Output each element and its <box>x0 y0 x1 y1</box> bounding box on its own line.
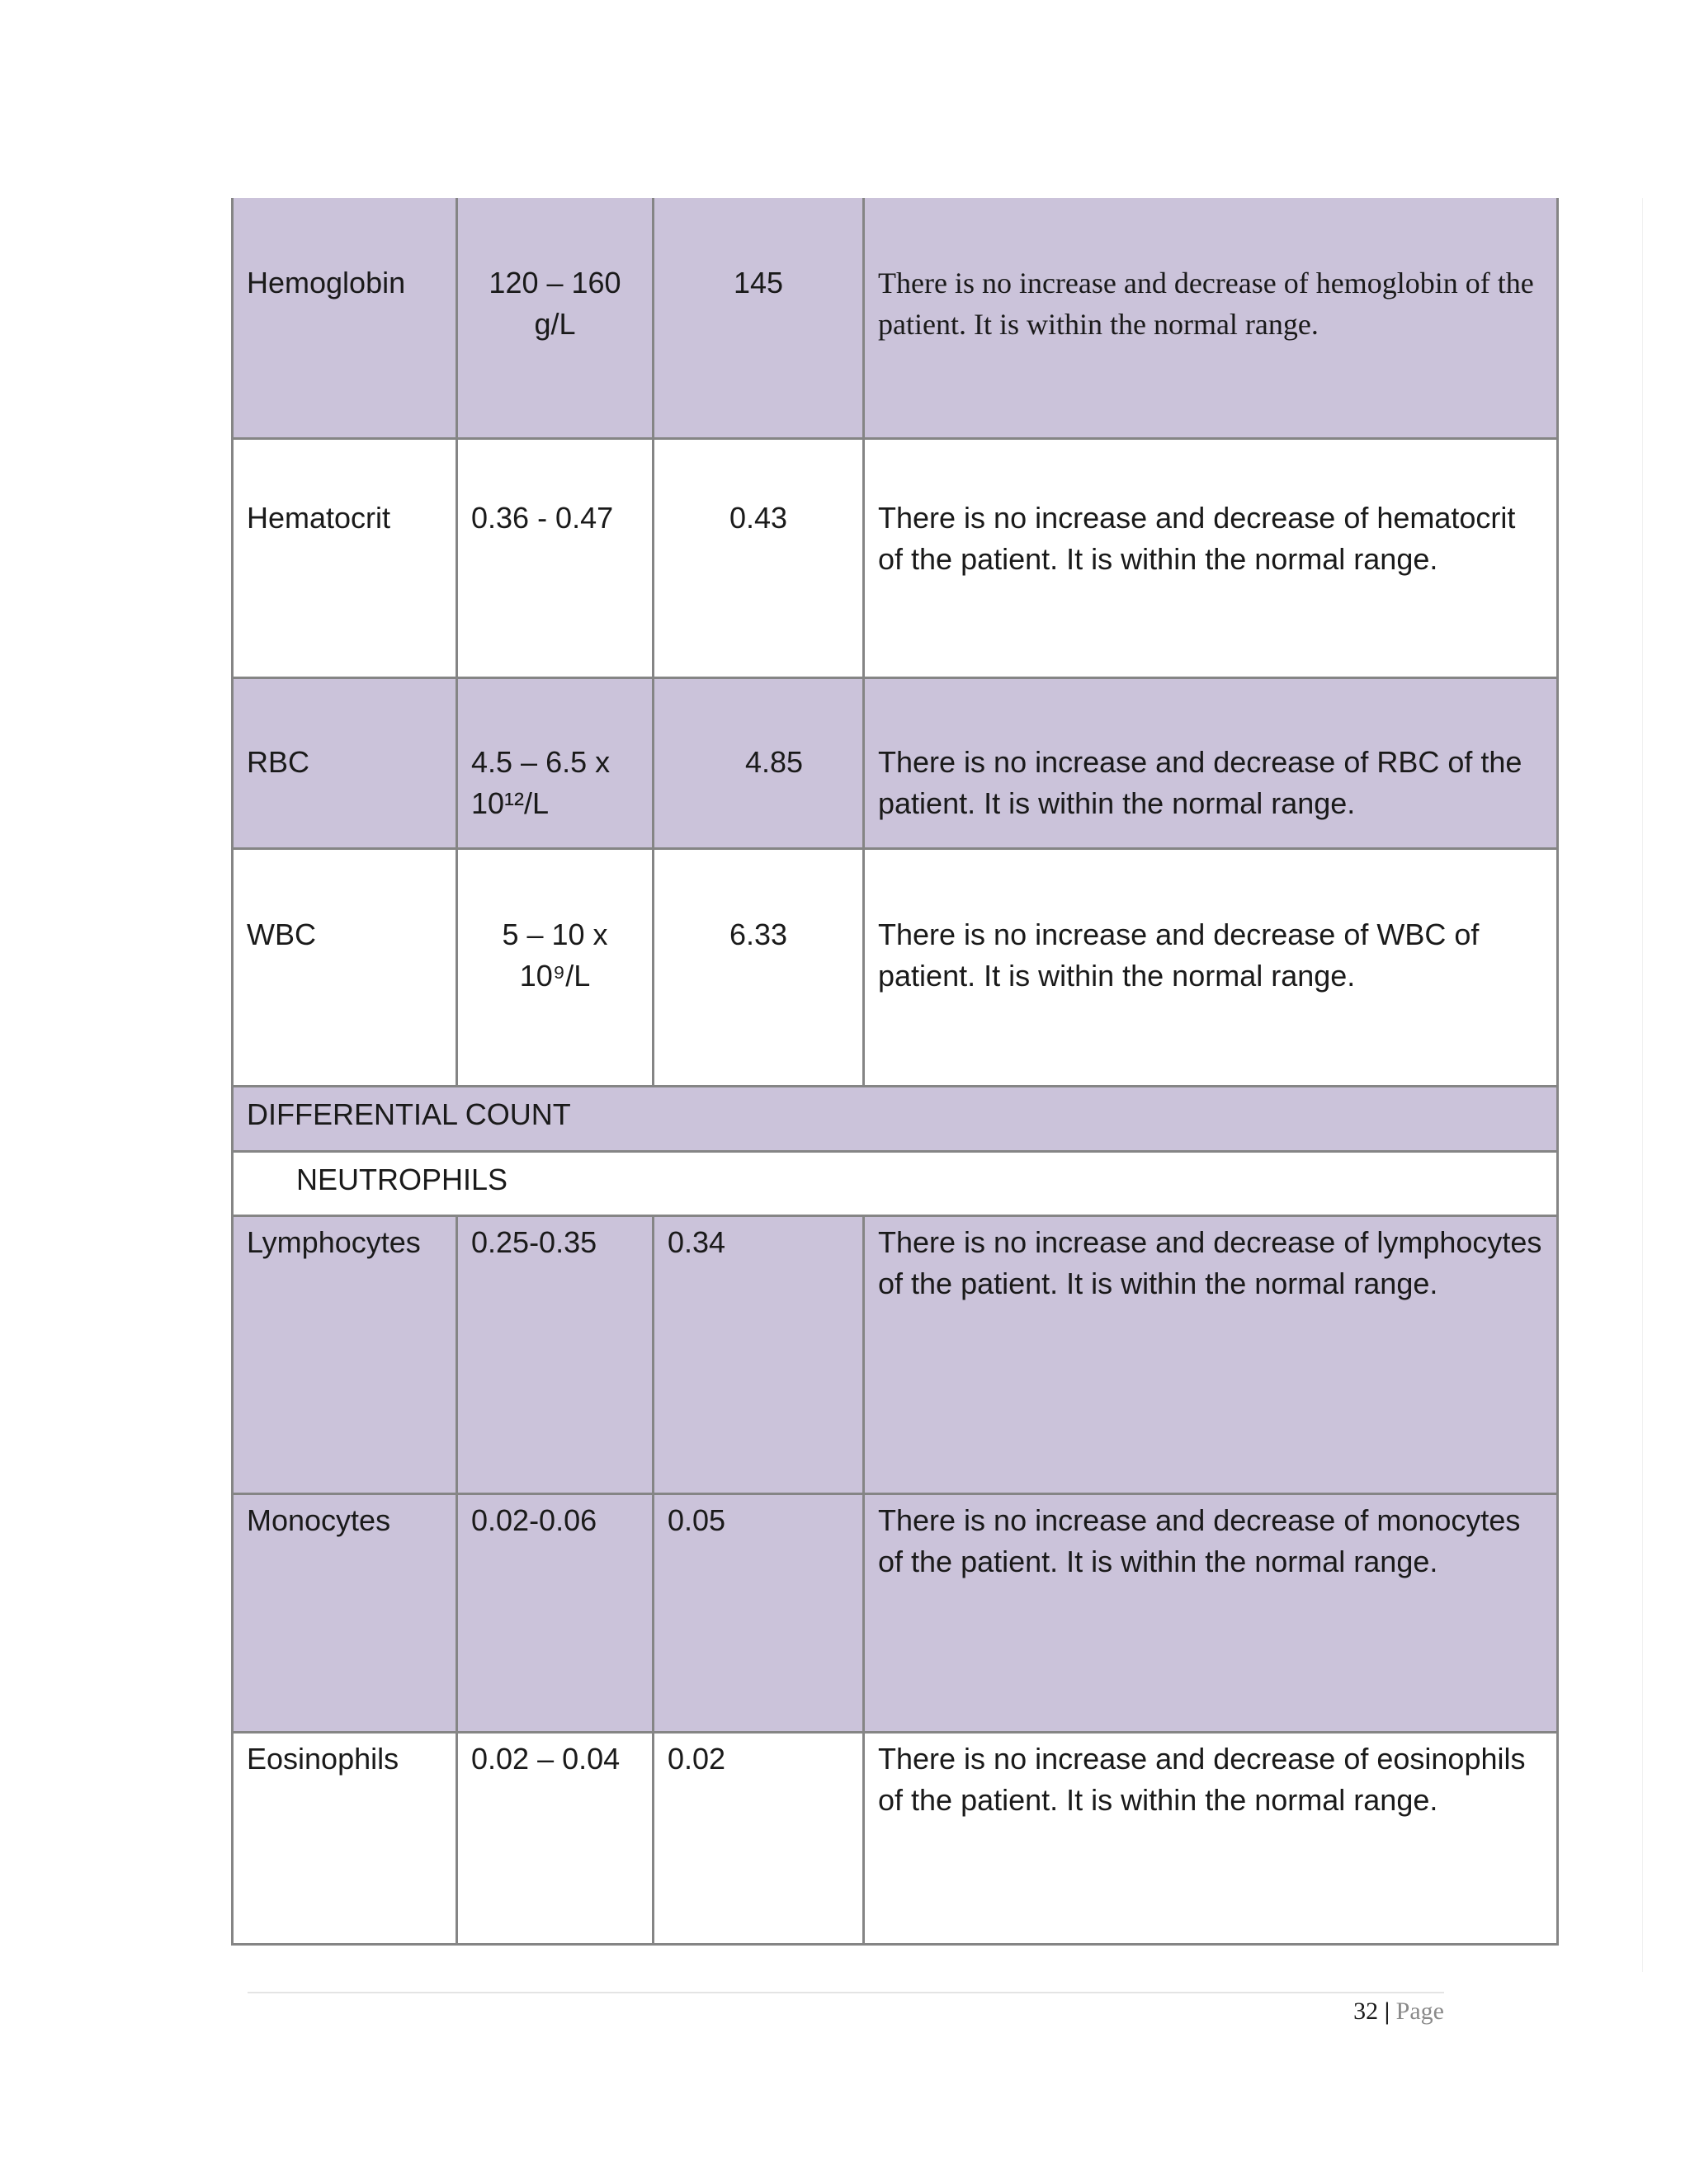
reference-range: 0.02 – 0.04 <box>457 1732 654 1944</box>
reference-range: 0.36 - 0.47 <box>457 438 654 677</box>
test-name: Hemoglobin <box>233 198 457 438</box>
table-row-eosinophils <box>233 1732 1558 1944</box>
interpretation: There is no increase and decrease of lymphocytes of the patient. It is within the normal range. <box>864 1215 1558 1493</box>
test-name: WBC <box>233 848 457 1086</box>
test-name: Eosinophils <box>233 1732 457 1944</box>
interpretation: There is no increase and decrease of hematocrit of the patient. It is within the normal range. <box>864 438 1558 677</box>
page-number: 32 <box>1353 1998 1379 2025</box>
interpretation: There is no increase and decrease of monocytes of the patient. It is within the normal range. <box>864 1493 1558 1732</box>
section-header-row <box>233 1086 1558 1151</box>
result-value: 145 <box>654 198 864 438</box>
result-value: 0.02 <box>654 1732 864 1944</box>
footer-rule <box>248 1992 1444 1993</box>
result-value: 0.43 <box>654 438 864 677</box>
table-row-lymphocytes <box>233 1215 1558 1493</box>
lab-results-table <box>231 198 1559 1946</box>
reference-range: 0.02-0.06 <box>457 1493 654 1732</box>
result-value: 6.33 <box>654 848 864 1086</box>
interpretation: There is no increase and decrease of eosinophils of the patient. It is within the normal range. <box>864 1732 1558 1944</box>
result-value: 0.34 <box>654 1215 864 1493</box>
test-name: RBC <box>233 677 457 848</box>
interpretation: There is no increase and decrease of RBC of the patient. It is within the normal range. <box>864 677 1558 848</box>
result-value: 4.85 <box>654 677 864 848</box>
test-name: Lymphocytes <box>233 1215 457 1493</box>
subsection-header-row <box>233 1151 1558 1215</box>
test-name: Monocytes <box>233 1493 457 1732</box>
table-row-rbc <box>233 677 1558 848</box>
table-row-monocytes <box>233 1493 1558 1732</box>
reference-range: 4.5 – 6.5 x 10¹²/L <box>457 677 654 848</box>
interpretation: There is no increase and decrease of hemoglobin of the patient. It is within the normal range. <box>864 198 1558 438</box>
table-row-hematocrit <box>233 438 1558 677</box>
page-separator: | <box>1384 1998 1390 2025</box>
table-row-wbc <box>233 848 1558 1086</box>
reference-range: 5 – 10 x 10⁹/L <box>457 848 654 1086</box>
reference-range: 0.25-0.35 <box>457 1215 654 1493</box>
page-footer <box>1353 1995 1444 2028</box>
result-value: 0.05 <box>654 1493 864 1732</box>
table-row-hemoglobin <box>233 198 1558 438</box>
test-name: Hematocrit <box>233 438 457 677</box>
page-label: Page <box>1395 1998 1444 2025</box>
page-edge <box>1642 198 1643 1972</box>
reference-range: 120 – 160 g/L <box>457 198 654 438</box>
interpretation: There is no increase and decrease of WBC of patient. It is within the normal range. <box>864 848 1558 1086</box>
neutrophils-header: NEUTROPHILS <box>233 1151 1558 1215</box>
differential-count-header: DIFFERENTIAL COUNT <box>233 1086 1558 1151</box>
